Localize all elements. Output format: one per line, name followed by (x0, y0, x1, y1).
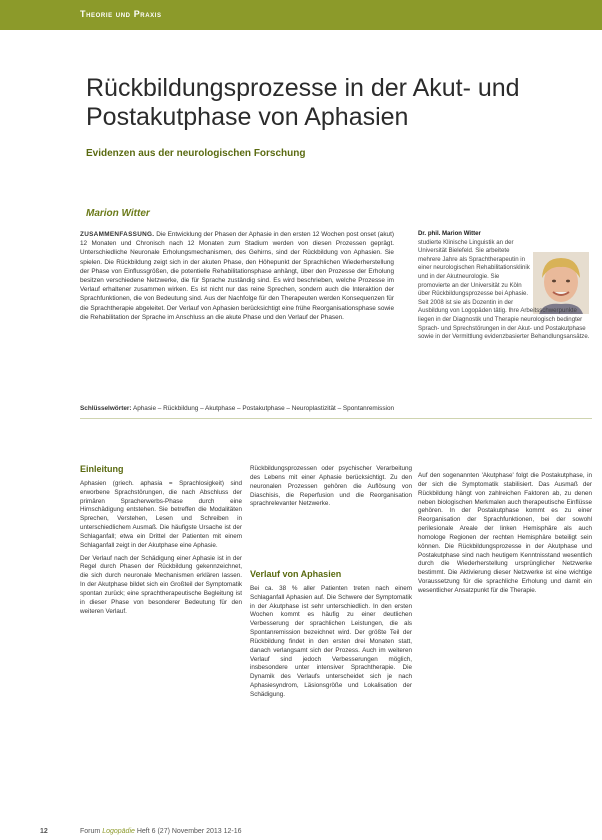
journal-info (80, 828, 242, 835)
keywords (80, 405, 410, 412)
divider-rule (80, 418, 592, 419)
column-3 (418, 472, 592, 810)
author-bio (418, 230, 592, 470)
abstract-text: Die Entwicklung der Phasen der Aphasie in den ersten 12 Wochen post onset (akut) 12 Monaten und Chronisch nach 12 Monaten zum Stadium werden von diesen Prozessen geprägt. Unterschiedliche Neuronale Erholungsmechanismen, des Gehirns, sind der Rückbildung von Aphasien. Sie spielen. Die Rückbildung zeigt sich in der akuten Phase, den Höhepunkt der Sprachlichen Wiederherstellung der Phase von Einflussgrößen, die potentielle Rehabilitationsphase anhängt, über den Prozesse der Erholung besitzen verschiedene Netzwerke, die für Sprache zuständig sind. Es wird beschrieben, welche Prozesse im Verlauf erhaltener zusammen wirken. Es ist nicht nur das reine Sprechen, sondern auch die Interaktion der Sprachfunktionen, die von Bedeutung sind. Aus der Nachfolge für den Therapeuten werden Konsequenzen für die Sprachtherapie abgeleitet. Der Verlauf von Aphasien berücksichtigt eine frühe Reorganisationsphase sowie die Rehabilitation der Sprache im Anschluss an die akute Phase und den Verlauf der Phasen. (80, 231, 394, 321)
paragraph: Bei ca. 38 % aller Patienten treten nach einem Schlaganfall Aphasien auf. Die Schwere der Symptomatik in der Akutphase ist sehr unterschiedlich. In den ersten Wochen kommt es häufig zu einer deutlichen Verbesserung der sprachlichen Leistungen, die als Spontanremission bezeichnet wird. Der größte Teil der Rückbildung findet in den ersten drei Monaten statt, danach verlangsamt sich der Prozess. Auch im weiteren Verlauf sind jedoch Verbesserungen möglich, insbesondere unter intensiver Sprachtherapie. Die Dynamik des Verlaufs unterscheidet sich je nach Aphasiesyndrom, Läsionsgröße und Lokalisation der Schädigung. (250, 584, 412, 698)
column-2-bottom (250, 570, 412, 810)
bio-name: Dr. phil. Marion Witter (418, 230, 481, 237)
abstract (80, 230, 394, 390)
page-number: 12 (40, 828, 48, 835)
bio-photo-spacer (530, 230, 592, 302)
paragraph: Rückbildungsprozessen oder psychischer Verarbeitung des Lebens mit einer Aphasie berücksichtigt. Zu den neuronalen Prozessen gehören die Auflösung von Diaschisis, die Reperfusion und die Reorganisation sprachrelevanter Netzwerke. (250, 465, 412, 508)
article-subtitle: Evidenzen aus der neurologischen Forschung (86, 148, 306, 159)
keywords-text: Aphasie – Rückbildung – Akutphase – Postakutphase – Neuroplastizität – Spontanremission (132, 405, 395, 412)
column-1 (80, 465, 242, 810)
article-title: Rückbildungsprozesse in der Akut- und Postakutphase von Aphasien (86, 74, 520, 131)
section-heading: Einleitung (80, 465, 124, 474)
journal-name: Logopädie (102, 828, 135, 835)
abstract-lead: ZUSAMMENFASSUNG. (80, 231, 155, 238)
paragraph: Der Verlauf nach der Schädigung einer Aphasie ist in der Regel durch Phasen der Rückbildung gekennzeichnet, die sich durch neuronale Mechanismen erklären lassen. In der Akutphase bildet sich ein Großteil der Symptomatik spontan zurück; eine sprachtherapeutische Begleitung ist in dieser Phase von besonderer Bedeutung für den weiteren Verlauf. (80, 554, 242, 615)
section-heading: Verlauf von Aphasien (250, 570, 342, 579)
section-label: Theorie und Praxis (80, 9, 162, 19)
journal-issue: Heft 6 (27) November 2013 12-16 (136, 828, 242, 835)
column-2-top (250, 465, 412, 548)
paragraph: Auf den sogenannten 'Akutphase' folgt die Postakutphase, in der sich die Symptomatik stabilisiert. Das Ausmaß der Rückbildung hängt von zahlreichen Faktoren ab, zu denen neben biologischen Merkmalen auch therapeutische Einflüsse gehören. In der Postakutphase kommt es zu einer Reorganisation der Sprachfunktionen, bei der sowohl perilesionale Areale der linken Hemisphäre als auch homologe Regionen der rechten Hemisphäre beteiligt sein können. Die Rückbildungsprozesse in der Akutphase und Postakutphase sind nach heutigem Kenntnisstand wesentlich durch die Wiederherstellung ursprünglicher Netzwerke bestimmt. Die Aktivierung dieser Netzwerke ist eine wichtige Voraussetzung für die sprachliche Erholung und damit ein wesentlicher Ansatzpunkt für die Therapie. (418, 472, 592, 594)
article-author: Marion Witter (86, 208, 150, 219)
journal-prefix: Forum (80, 828, 101, 835)
section-header-band (0, 0, 602, 30)
paragraph: Aphasien (griech. aphasia = Sprachlosigkeit) sind erworbene Sprachstörungen, die nach Abschluss der primären Spracherwerbs-Phase durch eine Hirnschädigung entstehen. Sie betreffen die Modalitäten Sprechen, Verstehen, Lesen und Schreiben in unterschiedlichem Ausmaß. Die häufigste Ursache ist der Schlaganfall; etwa ein Drittel der Patienten mit einem Schlaganfall zeigt in der Akutphase eine Aphasie. (80, 479, 242, 549)
keywords-label: Schlüsselwörter: (80, 405, 132, 412)
bio-text: studierte Klinische Linguistik an der Universität Bielefeld. Sie arbeitete mehrere Jahre als Sprachtherapeutin in einer neurologischen Rehabilitationsklinik und in der Akutneurologie. Sie promovierte an der Universität zu Köln über Rückbildungsprozesse bei Aphasie. Seit 2008 ist sie als Dozentin in der Ausbildung von Logopäden tätig. Ihre Arbeitsschwerpunkte liegen in der Diagnostik und Therapie neurologisch bedingter Sprach- und Sprechstörungen in der Akut- und Postakutphase sowie in der Vermittlung evidenzbasierter Behandlungsansätze. (418, 238, 590, 341)
